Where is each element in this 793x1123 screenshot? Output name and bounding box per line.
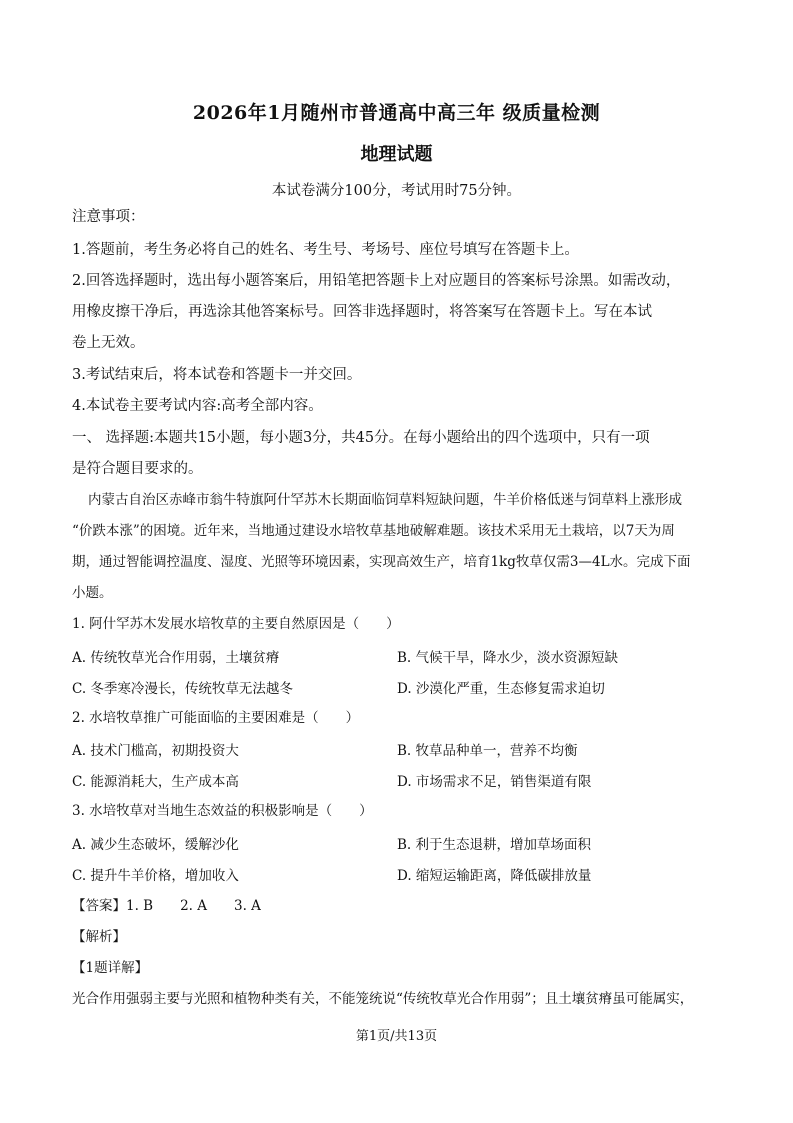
analysis-heading: 【解析】: [72, 929, 126, 945]
note-item-2-line-1: 2.回答选择题时，选出每小题答案后，用铅笔把答题卡上对应题目的答案标号涂黑。如需改动，: [72, 273, 681, 289]
question-1-option-a: A. 传统牧草光合作用弱，土壤贫瘠: [72, 650, 280, 666]
question-2-option-c: C. 能源消耗大，生产成本高: [72, 774, 239, 790]
passage-line-4: 小题。: [72, 585, 113, 601]
question-1-option-c: C. 冬季寒冷漫长，传统牧草无法越冬: [72, 681, 293, 697]
answer-values: 1. B 2. A 3. A: [126, 898, 261, 914]
page-footer: 第1页/共13页: [355, 1029, 438, 1044]
question-2-option-a: A. 技术门槛高，初期投资大: [72, 743, 239, 759]
passage-line-1: 内蒙古自治区赤峰市翁牛特旗阿什罕苏木长期面临饲草料短缺问题，牛羊价格低迷与饲草料上涨形成: [88, 492, 682, 508]
question-3-stem: 3. 水培牧草对当地生态效益的积极影响是（ ）: [72, 803, 373, 819]
question-1-option-b: B. 气候干旱，降水少，淡水资源短缺: [397, 650, 619, 666]
question-1-option-d: D. 沙漠化严重，生态修复需求迫切: [397, 681, 605, 697]
q1-analysis-heading: 【1题详解】: [72, 960, 149, 976]
question-3-option-b: B. 利于生态退耕，增加草场面积: [397, 837, 592, 853]
question-3-option-c: C. 提升牛羊价格，增加收入: [72, 868, 239, 884]
note-item-2-line-3: 卷上无效。: [72, 335, 145, 351]
answer-tag: 【答案】: [72, 898, 126, 914]
section-heading-line-1: 一、 选择题:本题共15小题，每小题3分，共45分。在每小题给出的四个选项中，只有一项: [72, 430, 650, 446]
exam-title: 2026年1月随州市普通高中高三年 级质量检测: [192, 102, 601, 124]
question-2-option-d: D. 市场需求不足，销售渠道有限: [397, 774, 592, 790]
question-2-option-b: B. 牧草品种单一，营养不均衡: [397, 743, 578, 759]
note-item-1: 1.答题前，考生务必将自己的姓名、考生号、考场号、座位号填写在答题卡上。: [72, 242, 579, 258]
subject-title: 地理试题: [360, 144, 433, 165]
passage-line-3: 期，通过智能调控温度、湿度、光照等环境因素，实现高效生产，培育1kg牧草仅需3—4L水。完成下面: [72, 554, 691, 570]
question-2-stem: 2. 水培牧草推广可能面临的主要困难是（ ）: [72, 710, 360, 726]
section-heading-line-2: 是符合题目要求的。: [72, 461, 203, 477]
notes-heading: 注意事项：: [72, 209, 145, 225]
q1-analysis-line-1: 光合作用强弱主要与光照和植物种类有关，不能笼统说“传统牧草光合作用弱”；且土壤贫瘠虽可能属实，: [72, 991, 694, 1007]
answer-line: [72, 896, 727, 916]
passage-line-2: “价跌本涨”的困境。近年来，当地通过建设水培牧草基地破解难题。该技术采用无土栽培，以7天为周: [72, 523, 675, 539]
note-item-2-line-2: 用橡皮擦干净后，再选涂其他答案标号。回答非选择题时，将答案写在答题卡上。写在本试: [72, 304, 652, 320]
exam-info: 本试卷满分100分，考试用时75分钟。: [271, 183, 522, 199]
question-1-stem: 1. 阿什罕苏木发展水培牧草的主要自然原因是（ ）: [72, 616, 400, 632]
question-3-option-d: D. 缩短运输距离，降低碳排放量: [397, 868, 592, 884]
question-3-option-a: A. 减少生态破坏，缓解沙化: [72, 837, 239, 853]
note-item-3: 3.考试结束后，将本试卷和答题卡一并交回。: [72, 367, 362, 383]
note-item-4: 4.本试卷主要考试内容:高考全部内容。: [72, 398, 323, 414]
